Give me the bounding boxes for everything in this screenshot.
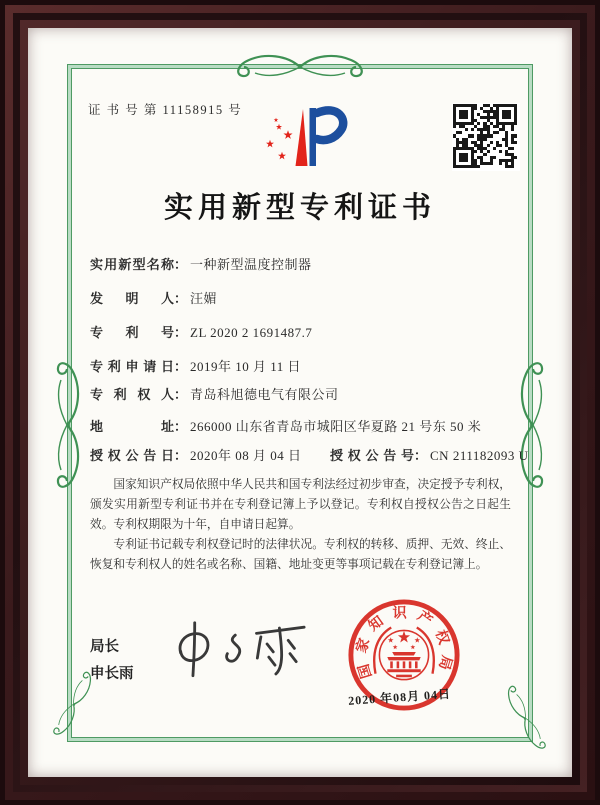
seal-date: 2020 年08月 04日 [347, 686, 452, 708]
field-label: 专利申请日 [90, 359, 174, 374]
grant-number-pair [330, 445, 529, 464]
field-label: 授权公告号 [330, 448, 414, 463]
field-value: ZL 2020 2 1691487.7 [190, 325, 313, 340]
field-value: 汪媚 [190, 291, 218, 306]
field-value: 一种新型温度控制器 [190, 257, 312, 272]
field-value: 青岛科旭德电气有限公司 [190, 387, 339, 402]
field-label: 专利号 [90, 325, 174, 340]
top-flourish-ornament-icon [225, 51, 375, 81]
field-colon: ： [174, 257, 188, 272]
field-label: 实用新型名称 [90, 257, 174, 272]
field-colon: ： [174, 325, 188, 340]
field-label: 地址 [90, 419, 174, 434]
director-signature-icon [170, 611, 320, 691]
field-colon: ： [174, 291, 188, 306]
field-row-patent-number [90, 322, 520, 341]
seal-ring-text: 国家知识产权局 [353, 605, 455, 681]
field-label: 专利权人 [90, 387, 174, 402]
field-row-filing-date [90, 356, 520, 375]
field-value: CN 211182093 U [430, 448, 529, 463]
field-row-address [90, 416, 520, 435]
field-row-grant [90, 445, 529, 464]
cnipa-logo-icon [253, 96, 357, 172]
qr-code [452, 103, 520, 171]
field-value: 2020年 08 月 04 日 [190, 448, 302, 463]
field-label: 发明人 [90, 291, 174, 306]
field-colon: ： [174, 387, 188, 402]
legal-paragraph-1: 国家知识产权局依照中华人民共和国专利法经过初步审查，决定授予专利权，颁发实用新型专利证书并在专利登记簿上予以登记。专利权自授权公告之日起生效。专利权期限为十年，自申请日起算。 [90, 478, 511, 531]
field-value: 266000 山东省青岛市城阳区华夏路 21 号东 50 米 [190, 419, 482, 434]
right-flourish-ornament-icon [517, 350, 547, 500]
left-flourish-ornament-icon [53, 350, 83, 500]
field-label: 授权公告日 [90, 448, 174, 463]
officer-name: 申长雨 [90, 666, 134, 682]
field-row-inventor [90, 288, 520, 307]
field-row-name [90, 254, 520, 273]
field-colon: ： [174, 419, 188, 434]
qr-code-grid [453, 104, 517, 168]
legal-paragraph-2: 专利证书记载专利权登记时的法律状况。专利权的转移、质押、无效、终止、恢复和专利权人的姓名或名称、国籍、地址变更等事项记载在专利登记簿上。 [90, 538, 511, 571]
field-row-patentee [90, 384, 520, 403]
officer-title: 局长 [90, 639, 119, 655]
certificate-title: 实用新型专利证书 [163, 192, 436, 224]
field-colon: ： [174, 359, 188, 374]
field-colon: ： [174, 448, 188, 463]
legal-body [90, 475, 511, 575]
national-emblem-icon [374, 627, 434, 679]
certificate-paper [28, 28, 572, 777]
officer-block [90, 634, 134, 688]
field-colon: ： [414, 448, 428, 463]
certificate-number: 证 书 号 第 11158915 号 [88, 103, 243, 117]
field-value: 2019年 10 月 11 日 [190, 359, 302, 374]
